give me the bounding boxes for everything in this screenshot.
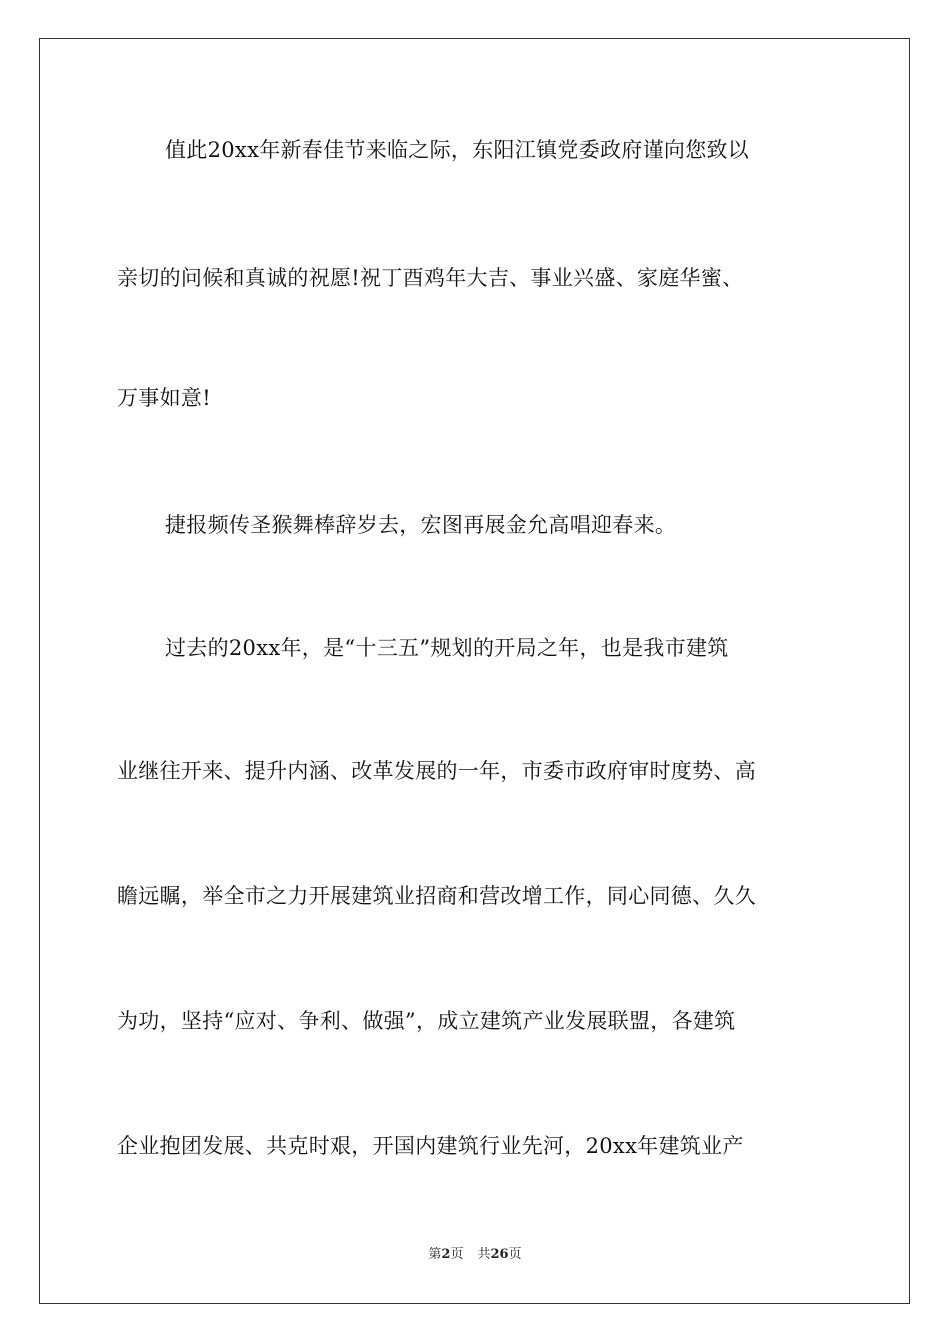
page-number: 2 [441,1247,451,1262]
total-pages: 26 [490,1247,509,1262]
page-prefix: 第 [428,1247,442,1262]
text-line-9: 企业抱团发展、共克时艰，开国内建筑行业先河，20xx年建筑业产 [117,1134,744,1158]
total-suffix: 页 [508,1247,522,1262]
page-suffix: 页 [450,1247,464,1262]
page-border [39,38,910,1304]
text-line-4: 捷报频传圣猴舞棒辞岁去，宏图再展金允高唱迎春来。 [165,513,677,537]
text-line-8: 为功，坚持“应对、争利、做强”，成立建筑产业发展联盟，各建筑 [117,1009,736,1033]
text-line-6: 业继往开来、提升内涵、改革发展的一年，市委市政府审时度势、高 [117,759,756,783]
text-line-3: 万事如意! [117,386,211,410]
text-line-7: 瞻远瞩，举全市之力开展建筑业招商和营改增工作，同心同德、久久 [117,884,756,908]
total-prefix: 共 [477,1247,491,1262]
text-line-1: 值此20xx年新春佳节来临之际，东阳江镇党委政府谨向您致以 [165,138,750,162]
text-line-5: 过去的20xx年，是“十三五”规划的开局之年，也是我市建筑 [165,636,729,660]
page-footer [0,1243,950,1262]
text-line-2: 亲切的问候和真诚的祝愿!祝丁酉鸡年大吉、事业兴盛、家庭华蜜、 [117,266,744,290]
